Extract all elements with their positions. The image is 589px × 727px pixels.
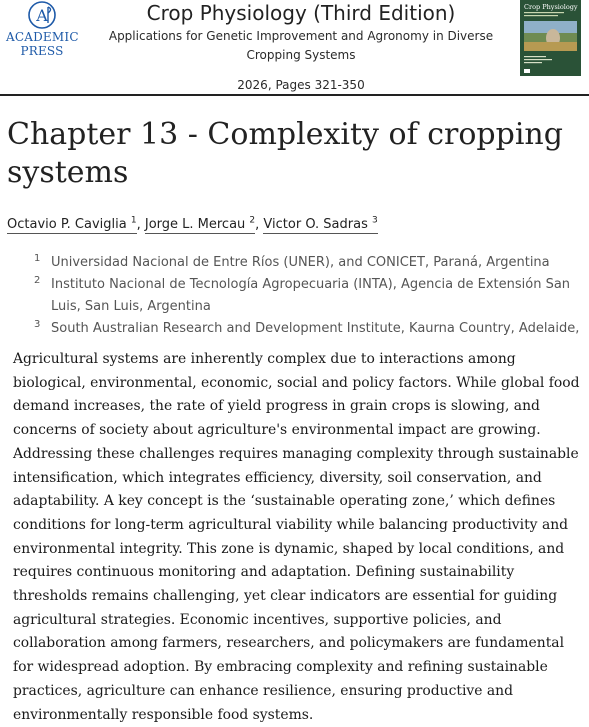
author-link[interactable] bbox=[145, 217, 255, 234]
affiliation-number: 2 bbox=[34, 275, 41, 286]
author-affil-ref: 3 bbox=[371, 216, 378, 226]
affiliation-number: 3 bbox=[34, 319, 41, 330]
author-affil-ref: 2 bbox=[249, 216, 256, 226]
author-affil-ref: 1 bbox=[130, 216, 137, 226]
affiliation-number: 1 bbox=[34, 253, 41, 264]
affiliation-list bbox=[34, 252, 582, 340]
affiliation-text: South Australian Research and Development Institute, Kaurna Country, Adelaide, bbox=[51, 321, 580, 336]
author-name: Victor O. Sadras bbox=[263, 217, 368, 233]
affiliation-text: Instituto Nacional de Tecnología Agropecuaria (INTA), Agencia de Extensión San Luis, San Luis, Argentina bbox=[51, 277, 571, 314]
book-subtitle: Applications for Genetic Improvement and Agronomy in Diverse Cropping Systems bbox=[108, 29, 494, 62]
publisher-name-line2: PRESS bbox=[20, 44, 64, 58]
publisher-name-line1: ACADEMIC bbox=[6, 30, 79, 44]
author-name: Octavio P. Caviglia bbox=[7, 217, 127, 233]
affiliation-item bbox=[34, 274, 582, 318]
book-header bbox=[0, 0, 589, 96]
author-link[interactable] bbox=[263, 217, 377, 234]
book-info bbox=[92, 0, 510, 93]
book-title[interactable]: Crop Physiology (Third Edition) bbox=[146, 1, 456, 25]
affiliation-item bbox=[34, 252, 582, 274]
cover-artwork bbox=[520, 0, 581, 76]
chapter-title: Chapter 13 - Complexity of cropping systems bbox=[7, 117, 563, 190]
author-link[interactable] bbox=[7, 217, 137, 234]
publisher-emblem-icon bbox=[27, 0, 57, 30]
author-name: Jorge L. Mercau bbox=[144, 217, 246, 233]
book-cover-image[interactable] bbox=[520, 0, 581, 76]
affiliation-text: Universidad Nacional de Entre Ríos (UNER), and CONICET, Paraná, Argentina bbox=[51, 255, 550, 270]
cover-title: Crop Physiology bbox=[524, 3, 578, 11]
svg-text:A: A bbox=[36, 6, 48, 25]
affiliation-item bbox=[34, 318, 582, 340]
publisher-logo[interactable] bbox=[6, 0, 78, 58]
abstract-text: Agricultural systems are inherently complex due to interactions among biological, environmental, economic, social and policy factors. While global food demand increases, the rate of yield progress in grain crops is slowing, and concerns of society about agriculture's environmental impact are growing. Addressing these challenges requires managing complexity through sustainable intensification, which integrates efficiency, diversity, soil conservation, and adaptability. A key concept is the ‘sustainable operating zone,’ which defines conditions for long-term agricultural viability while balancing productivity and environmental integrity. This zone is dynamic, shaped by local conditions, and requires continuous monitoring and adaptation. Defining sustainability thresholds remains challenging, yet clear indicators are essential for guiding agricultural strategies. Economic incentives, supportive policies, and collaboration among farmers, researchers, and policymakers are fundamental for widespread adoption. By embracing complexity and refining sustainable practices, agriculture can enhance resilience, ensuring productive and environmentally responsible food systems. bbox=[13, 351, 580, 723]
book-pages: 2026, Pages 321-350 bbox=[237, 78, 365, 92]
author-list: Octavio P. Caviglia $^1$, Jorge L. Mercau $^2$, Victor O. Sadras $^3$ bbox=[7, 216, 378, 233]
